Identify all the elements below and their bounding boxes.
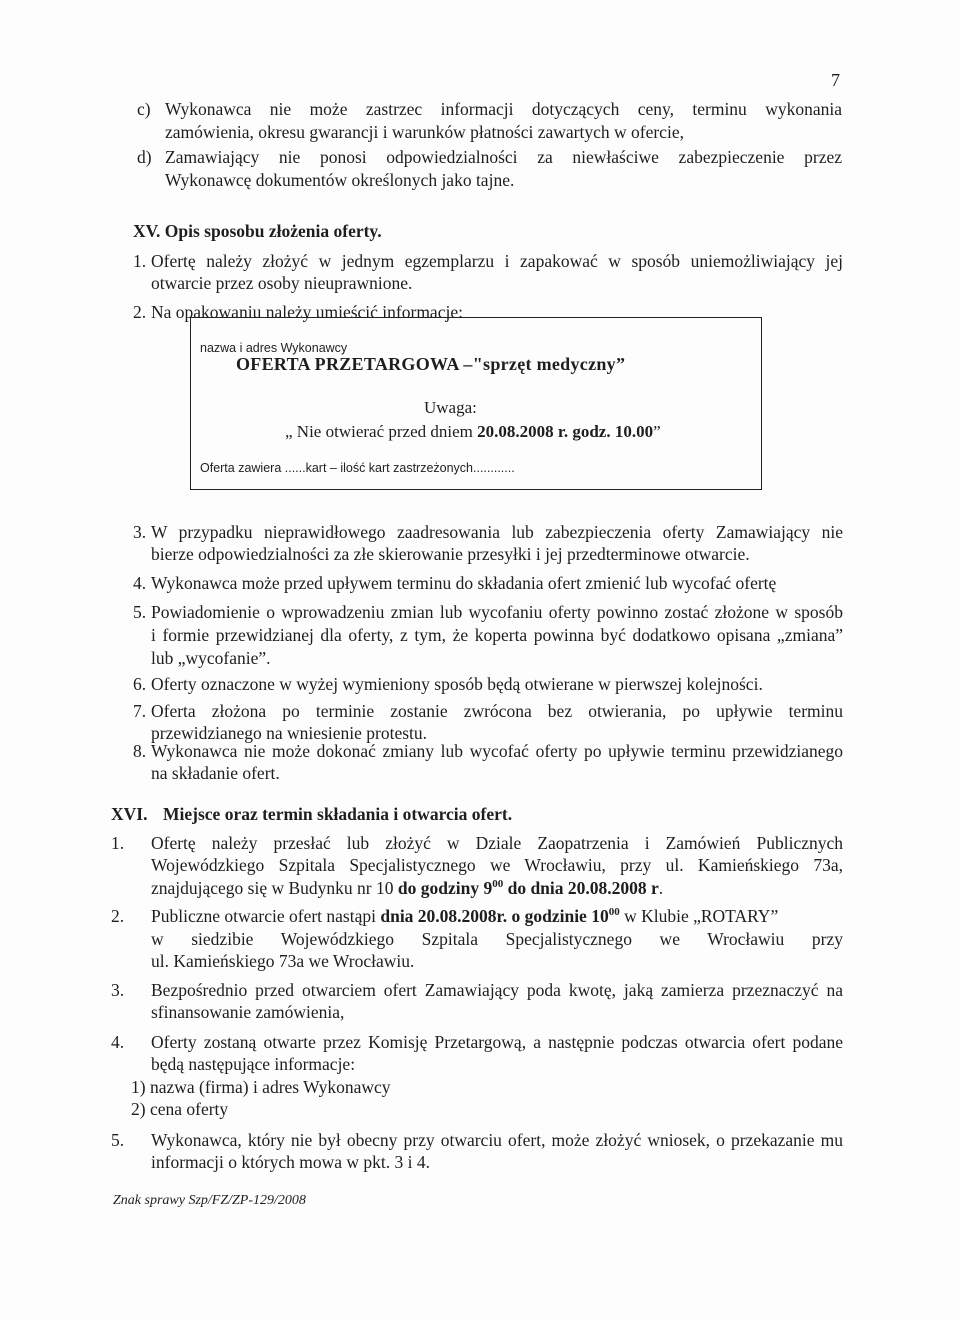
footer-case-number: Znak sprawy Szp/FZ/ZP-129/2008 — [113, 1193, 306, 1208]
paragraph-line: Powiadomienie o wprowadzeniu zmian lub wycofaniu oferty powinno zostać złożone w sposób — [151, 602, 843, 622]
paragraph-line: Ofertę należy złożyć w jednym egzemplarzu i zapakować w sposób uniemożliwiający jej — [151, 251, 843, 271]
paragraph-line: Bezpośrednio przed otwarciem ofert Zamawiający poda kwotę, jaką zamierza przeznaczyć na — [151, 980, 843, 1000]
paragraph-line: W przypadku nieprawidłowego zaadresowania lub zabezpieczenia oferty Zamawiający nie — [151, 522, 843, 542]
list-label: 6. — [133, 674, 147, 694]
paragraph-line: Ofertę należy przesłać lub złożyć w Dziale Zaopatrzenia i Zamówień Publicznych — [151, 833, 843, 853]
list-label: 1. — [133, 251, 147, 271]
section-heading: XV. Opis sposobu złożenia oferty. — [133, 221, 382, 241]
paragraph-line: i formie przewidzianej dla oferty, z tym, że koperta powinna być dodatkowo opisana „zmiana” — [151, 625, 843, 645]
sub-list-item: 2) cena oferty — [131, 1099, 229, 1119]
paragraph-line: Wykonawca, który nie był obecny przy otwarciu ofert, może złożyć wniosek, o przekazanie mu — [151, 1130, 843, 1150]
list-label: 2. — [133, 302, 147, 322]
text-run: Publiczne otwarcie ofert nastąpi — [151, 906, 381, 926]
text-run: w Klubie „ROTARY” — [619, 906, 779, 926]
list-label: 7. — [133, 701, 147, 721]
paragraph-line: bierze odpowiedzialności za złe skierowanie przesyłki i jej przedterminowe otwarcie. — [151, 544, 750, 564]
open-prefix: „ Nie otwierać przed dniem — [285, 422, 478, 441]
section-heading: Miejsce oraz termin składania i otwarcia ofert. — [163, 804, 513, 824]
paragraph-line: w siedzibie Wojewódzkiego Szpitala Specjalistycznego we Wrocławiu przy — [151, 929, 843, 949]
list-label: 4. — [111, 1032, 125, 1052]
paragraph-line: Na opakowaniu należy umieścić informacje: — [151, 302, 463, 322]
box-contains-line: Oferta zawiera ......kart – ilość kart zastrzeżonych............ — [200, 461, 515, 475]
paragraph-line: lub „wycofanie”. — [151, 648, 271, 668]
box-title: OFERTA PRZETARGOWA –"sprzęt medyczny” — [236, 354, 626, 374]
paragraph-line: będą następujące informacje: — [151, 1054, 356, 1074]
sub-list-item: 1) nazwa (firma) i adres Wykonawcy — [131, 1077, 391, 1097]
paragraph-line: Oferta złożona po terminie zostanie zwrócona bez otwierania, po upływie terminu — [151, 701, 843, 721]
paragraph-line — [151, 877, 663, 899]
paragraph-line: Wykonawca nie może dokonać zmiany lub wycofać oferty po upływie terminu przewidzianego — [151, 741, 843, 761]
text-run: . — [658, 878, 664, 898]
superscript: 00 — [492, 878, 504, 891]
text-run: znajdującego się w Budynku nr 10 — [151, 878, 398, 898]
list-label: 2. — [111, 906, 125, 926]
bold-run: do dnia 20.08.2008 r — [503, 878, 659, 898]
paragraph-line: na składanie ofert. — [151, 763, 280, 783]
box-warning: Uwaga: — [424, 398, 477, 417]
paragraph-line: Wykonawcę dokumentów określonych jako tajne. — [165, 170, 515, 190]
list-label: 5. — [111, 1130, 125, 1150]
paragraph-line: Zamawiający nie ponosi odpowiedzialności za niewłaściwe zabezpieczenie przez — [165, 147, 842, 167]
paragraph-line: Wykonawca może przed upływem terminu do składania ofert zmienić lub wycofać ofertę — [151, 573, 777, 593]
list-label: c) — [137, 99, 151, 119]
paragraph-line: Oferty oznaczone w wyżej wymieniony sposób będą otwierane w pierwszej kolejności. — [151, 674, 763, 694]
paragraph-line: Wykonawca nie może zastrzec informacji dotyczących ceny, terminu wykonania — [165, 99, 842, 119]
list-label: 4. — [133, 573, 147, 593]
paragraph-line: Wojewódzkiego Szpitala Specjalistycznego we Wrocławiu, przy ul. Kamieńskiego 73a, — [151, 855, 843, 875]
open-suffix: ” — [653, 422, 661, 441]
list-label: d) — [137, 147, 152, 167]
paragraph-line: informacji o których mowa w pkt. 3 i 4. — [151, 1152, 430, 1172]
box-name-line: nazwa i adres Wykonawcy — [200, 341, 348, 355]
bold-run: do godziny 9 — [397, 878, 493, 898]
box-open-date-line — [285, 422, 661, 442]
page-number: 7 — [831, 70, 840, 90]
list-label: 3. — [133, 522, 147, 542]
paragraph-line: zamówienia, okresu gwarancji i warunków płatności zawartych w ofercie, — [165, 122, 684, 142]
list-label: 3. — [111, 980, 125, 1000]
paragraph-line: przewidzianego na wniesienie protestu. — [151, 723, 428, 743]
paragraph-line: ul. Kamieńskiego 73a we Wrocławiu. — [151, 951, 415, 971]
envelope-label-box — [190, 317, 762, 490]
superscript: 00 — [608, 906, 620, 919]
list-label: 1. — [111, 833, 125, 853]
paragraph-line: otwarcie przez osoby nieuprawnione. — [151, 273, 413, 293]
open-date: 20.08.2008 r. godz. 10.00 — [477, 422, 654, 441]
paragraph-line — [151, 905, 843, 927]
bold-run: dnia 20.08.2008r. o godzinie 10 — [380, 906, 609, 926]
list-label: 8. — [133, 741, 147, 761]
paragraph-line: Oferty zostaną otwarte przez Komisję Przetargową, a następnie podczas otwarcia ofert podane — [151, 1032, 843, 1052]
paragraph-line: sfinansowanie zamówienia, — [151, 1002, 345, 1022]
section-number: XVI. — [111, 804, 148, 824]
list-label: 5. — [133, 602, 147, 622]
